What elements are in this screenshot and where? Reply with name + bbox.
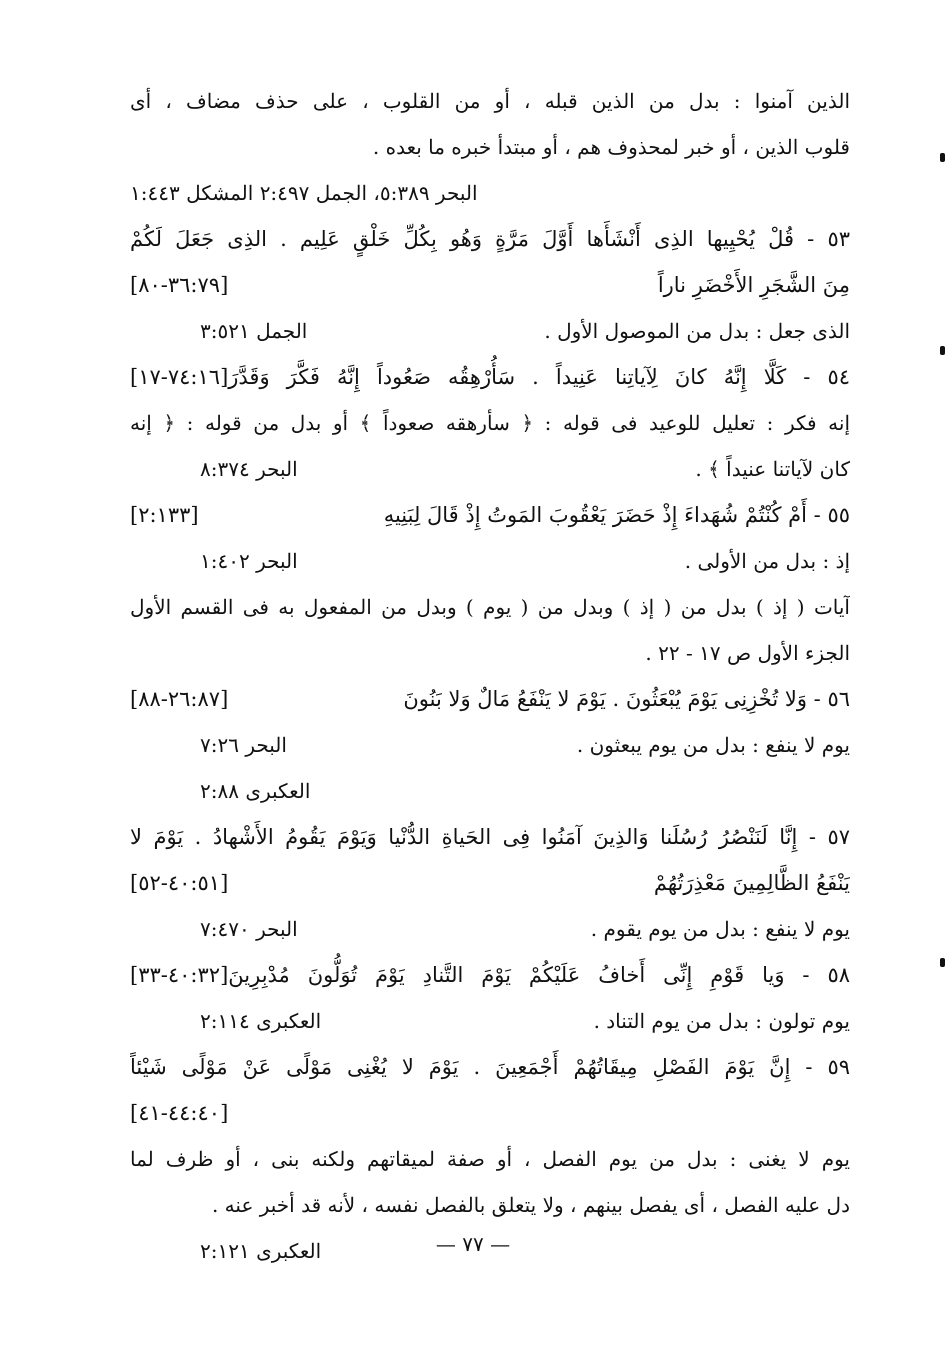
verse-line-59-ref — [130, 1090, 850, 1136]
verse-reference: [٢:١٣٣] — [130, 503, 199, 527]
reference-line-16 — [130, 768, 850, 814]
verse-reference: [٢٦:٨٧-٨٨] — [130, 687, 229, 711]
verse-line-55: ٥٥ - أَمْ كُنْتُمْ شُهَداءَ إِذْ حَضَرَ يَعْقُوبَ المَوتُ إِذْ قَالَ لِبَنِيهِ [٢:١٣٣] — [130, 492, 850, 538]
verse-line-57-cont: يَنْفَعُ الظَّالِمِينَ مَعْذِرَتُهُمْ [٤٠:٥١-٥٢] — [130, 860, 850, 906]
reference: البحر ٧:٤٧٠ — [200, 917, 298, 941]
text-line-12: آيات ( إذ ) بدل من ( إذ ) وبدل من ( يوم ) وبدل من المفعول به فى القسم الأول — [130, 595, 850, 619]
margin-mark — [940, 958, 945, 967]
text-line-24: يوم لا يغنى : بدل من يوم الفصل ، أو صفة لميقاتهم ولكنه بنى ، أو ظرف لما — [130, 1147, 850, 1171]
reference: الجمل ٣:٥٢١ — [200, 319, 308, 343]
verse-line-59: ٥٩ - إِنَّ يَوْمَ الفَصْلِ مِيقَاتُهُمْ أَجْمَعِينَ . يَوْمَ لا يُغْنِى مَوْلًى عَنْ مَوْلًى شَيْئاً — [130, 1055, 850, 1079]
margin-mark — [940, 153, 945, 162]
verse-line-53-cont: مِنَ الشَّجَرِ الأَخْضَرِ ناراً [٣٦:٧٩-٨٠] — [130, 262, 850, 308]
text-line-8: إنه فكر : تعليل للوعيد فى قوله : ﴿ سأرهقه صعوداً ﴾ أو بدل من قوله : ﴿ إنه — [130, 411, 850, 435]
text-line-6: الذى جعل : بدل من الموصول الأول . الجمل ٣:٥٢١ — [130, 308, 850, 354]
verse-line-58: ٥٨ - وَيا قَوْمِ إِنِّى أَخافُ عَلَيْكُمْ يَوْمَ التَّنادِ يَوْمَ تُوَلُّونَ مُدْبِرِينَ[٤٠:٣٢-٣٣] — [130, 963, 850, 987]
text-line-13: الجزء الأول ص ١٧ - ٢٢ . — [645, 641, 850, 665]
reference: العكبرى ٢:١١٤ — [200, 1009, 322, 1033]
text-line-25: دل عليه الفصل ، أى يفصل بينهم ، ولا يتعلق بالفصل نفسه ، لأنه قد أخبر عنه . — [211, 1193, 850, 1217]
reference: العكبرى ٢:٨٨ — [200, 779, 311, 803]
verse-reference: [٣٦:٧٩-٨٠] — [130, 273, 229, 297]
verse-line-56: ٥٦ - وَلا تُخْزِنِى يَوْمَ يُبْعَثُونَ . يَوْمَ لا يَنْفَعُ مَالٌ وَلا بَنُونَ [٢٦:٨٧-٨٨] — [130, 676, 850, 722]
reference: العكبرى ٢:١٢١ — [200, 1239, 322, 1263]
text-line-19: يوم لا ينفع : بدل من يوم يقوم . البحر ٧:٤٧٠ — [130, 906, 850, 952]
reference: البحر ٨:٣٧٤ — [200, 457, 298, 481]
margin-mark — [940, 346, 945, 355]
text-line-1: الذين آمنوا : بدل من الذين قبله ، أو من القلوب ، على حذف مضاف ، أى — [130, 89, 850, 113]
text-line-2: قلوب الذين ، أو خبر لمحذوف هم ، أو مبتدأ خبره ما بعده . — [372, 135, 850, 159]
verse-line-54: ٥٤ - كَلَّا إِنَّهُ كانَ لِآياتِنا عَنِيداً . سَأُرْهِقُه صَعُوداً إِنَّهُ فَكَّرَ وَقَدَّرَ[٧٤:١٦-١٧] — [130, 365, 850, 389]
reference: البحر ٧:٢٦ — [200, 733, 287, 757]
reference: البحر ١:٤٠٢ — [200, 549, 298, 573]
page-number: — ٧٧ — — [435, 1232, 511, 1256]
text-line-9: كان لآياتنا عنيداً ﴾ . البحر ٨:٣٧٤ — [130, 446, 850, 492]
page-body — [130, 78, 850, 1274]
text-line-15: يوم لا ينفع : بدل من يوم يبعثون . البحر ٧:٢٦ — [130, 722, 850, 768]
verse-line-53: ٥٣ - قُلْ يُحْيِيها الذِى أَنْشَأَها أَوَّلَ مَرَّةٍ وَهُو بِكُلِّ خَلْقٍ عَلِيم . الذِى جَعَلَ لَكُمْ — [130, 227, 850, 251]
text-line-11: إذ : بدل من الأولى . البحر ١:٤٠٢ — [130, 538, 850, 584]
reference: البحر ٥:٣٨٩، الجمل ٢:٤٩٧ المشكل ١:٤٤٣ — [130, 181, 478, 205]
verse-line-57: ٥٧ - إِنَّا لَنَنْصُرُ رُسُلَنا وَالذِينَ آمَنُوا فِى الحَياةِ الدُّنْيا وَيَوْمَ يَقُومُ الأَشْهادُ . يَوْمَ لا — [130, 825, 850, 849]
verse-reference: [٤٠:٥١-٥٢] — [130, 871, 229, 895]
reference-line-3 — [130, 170, 850, 216]
verse-reference: [٤٤:٤٠-٤١] — [130, 1101, 229, 1125]
text-line-21: يوم تولون : بدل من يوم التناد . العكبرى ٢:١١٤ — [130, 998, 850, 1044]
